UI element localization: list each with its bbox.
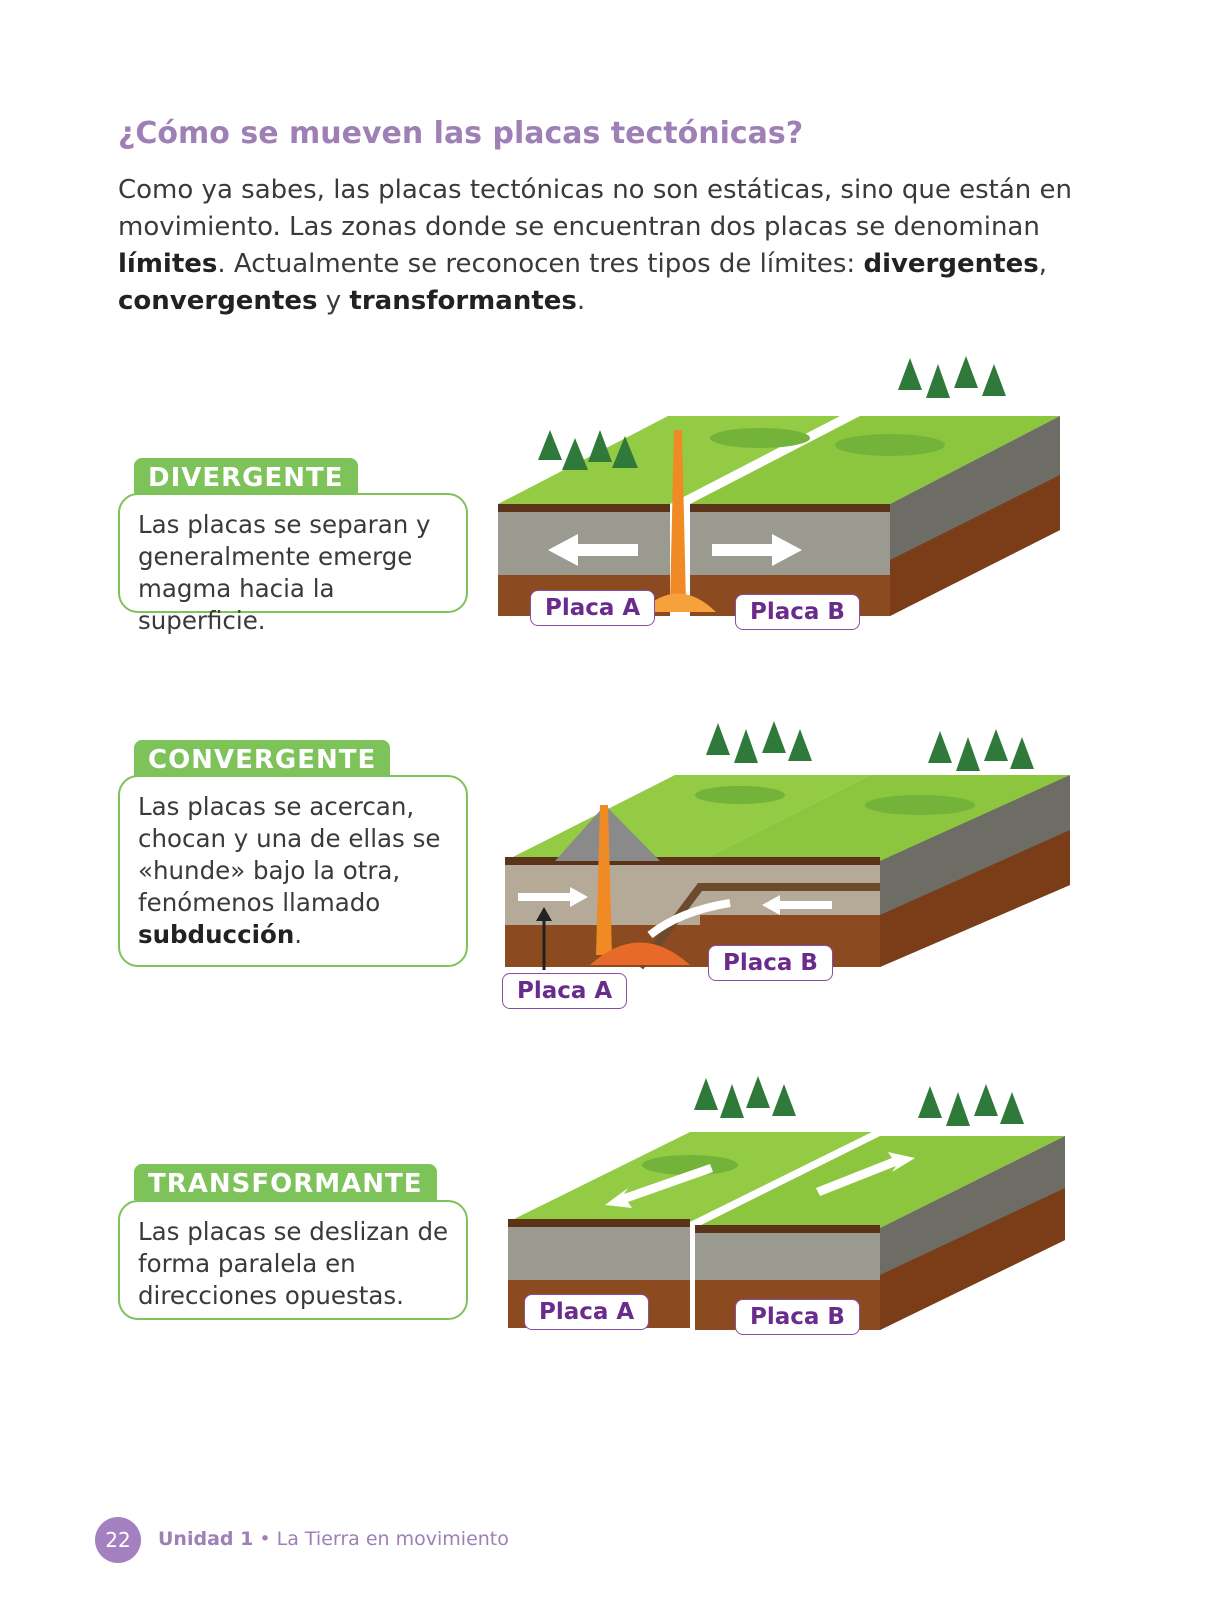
- divergent-plate-b-label: Placa B: [735, 594, 860, 630]
- transform-plate-a-label: Placa A: [524, 1294, 649, 1330]
- intro-paragraph: Como ya sabes, las placas tectónicas no son estáticas, sino que están en movimiento. Las zonas donde se encuentran dos placas se denominan límites. Actualmente se reconocen tres tipos de límites: divergentes, convergentes y transformantes.: [118, 175, 1072, 316]
- divergent-tag: DIVERGENTE: [134, 458, 358, 494]
- page-title: ¿Cómo se mueven las placas tectónicas?: [118, 116, 804, 151]
- divergent-plate-a-label: Placa A: [530, 590, 655, 626]
- footer-unit: Unidad 1 • La Tierra en movimiento: [158, 1528, 509, 1550]
- page-number: 22: [95, 1517, 141, 1563]
- transform-plate-b-label: Placa B: [735, 1299, 860, 1335]
- convergent-plate-a-label: Placa A: [502, 973, 627, 1009]
- divergent-card: Las placas se separan y generalmente emerge magma hacia la superficie.: [118, 493, 468, 613]
- convergent-card: Las placas se acercan, chocan y una de ellas se «hunde» bajo la otra, fenómenos llamado subducción.: [118, 775, 468, 967]
- transform-tag: TRANSFORMANTE: [134, 1164, 437, 1200]
- transform-card: Las placas se deslizan de forma paralela en direcciones opuestas.: [118, 1200, 468, 1320]
- convergent-tag: CONVERGENTE: [134, 740, 390, 776]
- convergent-plate-b-label: Placa B: [708, 945, 833, 981]
